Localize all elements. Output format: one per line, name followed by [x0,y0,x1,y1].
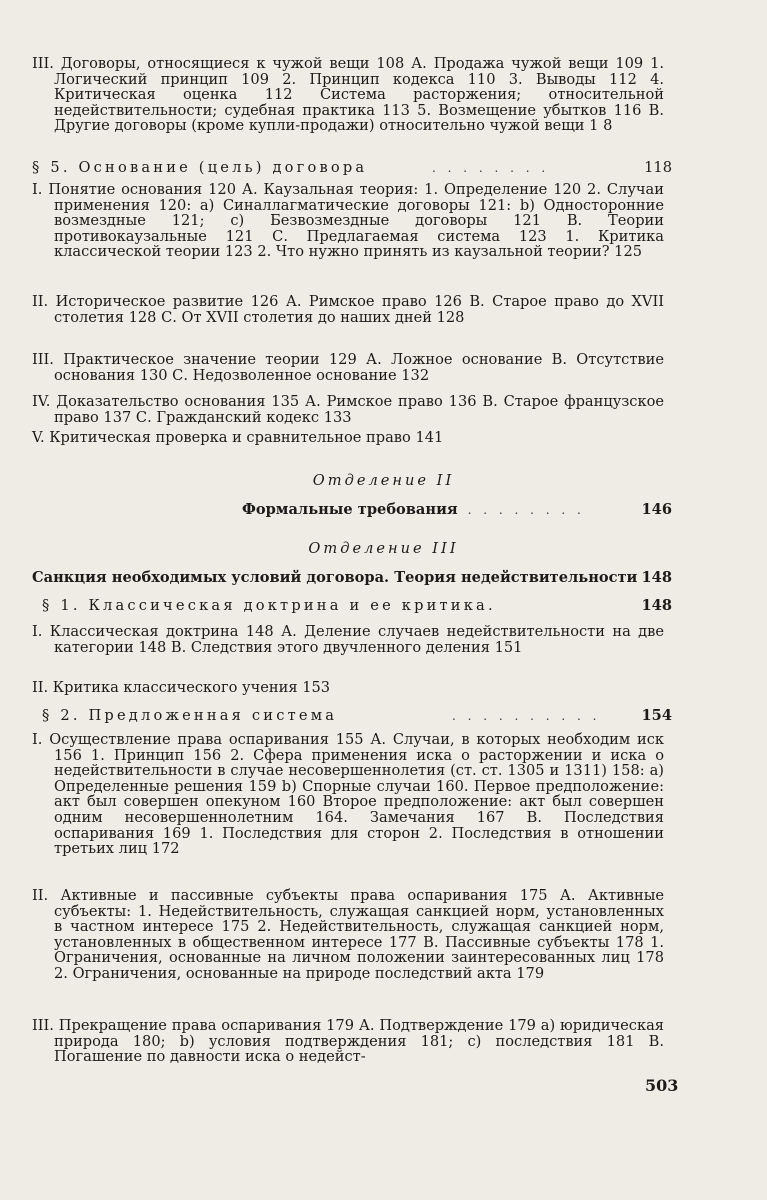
division-2-heading-row [32,502,672,518]
section-5-heading: § 5. Основание (цель) договора [32,159,368,176]
section-1-page: 148 [641,597,672,614]
section-1-heading-row [32,598,672,614]
section-2-heading-row [32,708,672,724]
entry-iv-proof: IV. Доказательство основания 135 А. Римское право 136 В. Старое французское право 137 С. Гражданский кодекс 133 [32,393,664,426]
entry-i-classical-doctrine: I. Классическая доктрина 148 А. Деление случаев недействительности на две категории 148 В. Следствия этого двучленного деления 151 [32,623,664,656]
dot-leader: . . . . . . . . . [452,503,585,517]
division-2-title: Отделение II [312,472,455,489]
entry-ii-criticism: II. Критика классического учения 153 [32,679,331,696]
division-3-heading: Санкция необходимых условий договора. Теория недействительности [32,569,638,586]
section-5-heading-row [32,160,672,176]
dot-leader: . . . . . . . . [432,161,550,175]
entry-i-concept-basis: I. Понятие основания 120 А. Каузальная теория: 1. Определение 120 2. Случаи применения 120: а) Синаллагматические договоры 121: b) Односторонние возмездные 121; с) Безвозмездные договоры 121 В. Теории противокаузальные 121 С. Предлагаемая система 123 1. Критика классической теории 123 2. Что нужно принять из каузальной теории? 125 [32,181,664,261]
entry-iii-termination: III. Прекращение права оспаривания 179 А. Подтверждение 179 а) юридическая природа 180; b) условия подтверждения 181; с) последствия 181 В. Погашение по давности иска о недейст- [32,1017,664,1066]
dot-leader: . . . . . . . . . . [452,709,601,723]
division-2-heading: Формальные требования [242,501,458,518]
entry-iii-practical: III. Практическое значение теории 129 А. Ложное основание В. Отсутствие основания 130 С. Недозволенное основание 132 [32,351,664,384]
division-3-heading-row [32,570,672,586]
entry-ii-historical: II. Историческое развитие 126 А. Римское право 126 В. Старое право до XVII столетия 128 С. От XVII столетия до наших дней 128 [32,293,664,326]
page-number: 503 [645,1076,679,1095]
entry-iii-contracts-foreign-thing: III. Договоры, относящиеся к чужой вещи 108 А. Продажа чужой вещи 109 1. Логический принцип 109 2. Принцип кодекса 110 3. Выводы 112 4. Критическая оценка 112 Система расторжения; относительной недействительности; судебная практика 113 5. Возмещение убытков 116 В. Другие договоры (кроме купли-продажи) относительно чужой вещи 1 8 [32,55,664,135]
section-1-heading: § 1. Классическая доктрина и ее критика. [42,597,496,614]
division-3-title: Отделение III [308,540,459,557]
section-2-page: 154 [641,707,672,724]
entry-v-critical-check: V. Критическая проверка и сравнительное право 141 [32,429,444,446]
entry-i-exercise-of-right: I. Осуществление права оспаривания 155 А. Случаи, в которых необходим иск 156 1. Принцип 156 2. Сфера применения иска о расторжении и иска о недействительности в случае несовершеннолетия (ст. ст. 1305 и 1311) 158: а) Определенные решения 159 b) Спорные случаи 160. Первое предположение: акт был совершен опекуном 160 Второе предположение: акт был совершен одним несовершеннолетним 164. Замечания 167 В. Последствия оспаривания 169 1. Последствия для сторон 2. Последствия в отношении третьих лиц 172 [32,731,664,858]
division-3-page: 148 [641,569,672,586]
division-2-page: 146 [641,501,672,518]
section-2-heading: § 2. Предложенная система [42,707,338,724]
section-5-page: 118 [644,159,672,176]
entry-ii-subjects: II. Активные и пассивные субъекты права оспаривания 175 А. Активные субъекты: 1. Недействительность, служащая санкцией норм, установленных в частном интересе 175 2. Недействительность, служащая санкцией норм, установленных в общественном интересе 177 В. Пассивные субъекты 178 1. Ограничения, основанные на личном положении заинтересованных лиц 178 2. Ограничения, основанные на природе последствий акта 179 [32,887,664,982]
